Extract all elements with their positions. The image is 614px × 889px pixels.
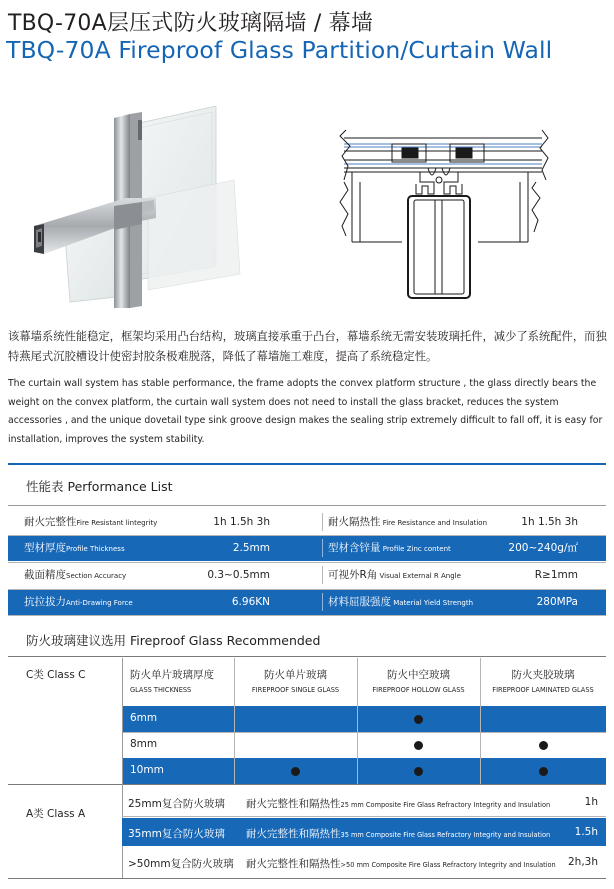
glass-header-en: FIREPROOF SINGLE GLASS <box>251 686 340 694</box>
right-label-cn: 可视外R角 <box>328 569 378 581</box>
description-en: The curtain wall system has stable performance, the frame adopts the convex platform structure , the glass directly bears the weight on the convex platform, the curtain wall system does not need to install the glass bracket, reduces the system accessories , and the unique dovetail type sink groove design makes the sealing strip extremely difficult to fall off, it is easy for installation, improves the system stability. <box>8 378 603 445</box>
performance-separator <box>322 566 323 584</box>
performance-row <box>8 589 606 615</box>
glass-a-perf-en: 35 mm Composite Fire Glass Refractory Integrity and Insulation <box>340 831 551 839</box>
performance-left-label <box>24 535 125 561</box>
glass-header-cn: 防火夹胶玻璃 <box>511 669 575 681</box>
performance-right-value: 280MPa <box>536 596 578 608</box>
performance-left-label <box>24 509 157 535</box>
performance-row-line <box>8 589 606 590</box>
glass-header-cn: 防火单片玻璃 <box>264 669 327 681</box>
glass-bottom-line <box>8 878 606 879</box>
left-label-cn: 耐火完整性 <box>24 516 77 528</box>
glass-thickness: 10mm <box>130 764 164 776</box>
performance-separator <box>322 593 323 611</box>
glass-top-line <box>8 656 606 657</box>
glass-row-bg <box>122 706 606 732</box>
glass-header-cn: 防火单片玻璃厚度 <box>130 669 214 681</box>
glass-a-name: 35mm复合防火玻璃 <box>128 828 225 840</box>
glass-a-perf-cn: 耐火完整性和隔热性 <box>246 858 341 870</box>
glass-a-time: 1.5h <box>574 826 598 838</box>
right-label-cn: 型材含锌量 <box>328 542 381 554</box>
glass-class-divider <box>122 658 123 784</box>
glass-a-perf-cn: 耐火完整性和隔热性 <box>246 798 341 810</box>
performance-separator <box>322 513 323 531</box>
glass-a-perf-cn: 耐火完整性和隔热性 <box>246 828 341 840</box>
performance-right-label <box>328 562 461 588</box>
performance-row-line <box>8 562 606 563</box>
glass-a-name: >50mm复合防火玻璃 <box>128 858 234 870</box>
page-title-en: TBQ-70A Fireproof Glass Partition/Curtain Wall <box>6 36 553 64</box>
performance-left-value: 1h 1.5h 3h <box>213 516 270 528</box>
performance-left-value: 0.3~0.5mm <box>207 569 270 581</box>
performance-separator <box>322 539 323 557</box>
performance-top-line <box>8 505 606 506</box>
performance-right-value: R≥1mm <box>534 569 578 581</box>
left-label-en: Section Accuracy <box>66 572 127 580</box>
right-label-cn: 材料屈服强度 <box>328 596 391 608</box>
right-label-cn: 耐火隔热性 <box>328 516 381 528</box>
section-divider <box>8 463 606 465</box>
glass-check-dot <box>414 741 423 750</box>
glass-row-line <box>122 732 606 733</box>
glass-title: 防火玻璃建议选用 Fireproof Glass Recommended <box>26 633 321 648</box>
left-label-en: Profile Thickness <box>66 545 125 553</box>
performance-right-label <box>328 535 451 561</box>
glass-check-dot <box>539 767 548 776</box>
glass-a-time: 1h <box>584 796 598 808</box>
left-label-cn: 型材厚度 <box>24 542 66 554</box>
performance-left-label <box>24 562 126 588</box>
performance-row <box>8 535 606 561</box>
glass-check-dot <box>414 767 423 776</box>
glass-thickness: 6mm <box>130 712 158 724</box>
glass-a-perf-en: 25 mm Composite Fire Glass Refractory Integrity and Insulation <box>340 801 551 809</box>
glass-a-performance <box>246 856 556 871</box>
glass-header-en: FIREPROOF HOLLOW GLASS <box>372 686 465 694</box>
glass-row-bg <box>122 758 606 784</box>
description-cn: 该幕墙系统性能稳定，框架均采用凸台结构，玻璃直接承重于凸台，幕墙系统无需安装玻璃托件，减少了系统配件，而独特燕尾式沉胶槽设计使密封胶条极难脱落，降低了幕墙施工难度，提高了系统稳定性。 <box>8 330 607 363</box>
glass-header-en: GLASS THICKNESS <box>130 686 192 694</box>
glass-a-performance <box>246 826 550 841</box>
performance-left-value: 6.96KN <box>231 596 270 608</box>
product-photo <box>30 106 248 308</box>
section-drawing <box>332 122 554 304</box>
class-c-label: C类 Class C <box>26 669 86 681</box>
glass-a-time: 2h,3h <box>567 856 598 868</box>
left-label-en: Anti-Drawing Force <box>66 599 133 607</box>
right-label-en: Material Yield Strength <box>391 599 474 607</box>
performance-right-value: 1h 1.5h 3h <box>521 516 578 528</box>
glass-header-en: FIREPROOF LAMINATED GLASS <box>492 686 594 694</box>
performance-row-line <box>8 535 606 536</box>
performance-title: 性能表 Performance List <box>26 479 173 494</box>
performance-row <box>8 562 606 588</box>
left-label-cn: 抗拉拔力 <box>24 596 66 608</box>
glass-a-perf-en: >50 mm Composite Fire Glass Refractory Integrity and Insulation <box>340 861 556 869</box>
glass-ca-line <box>8 784 606 785</box>
glass-header-cn: 防火中空玻璃 <box>387 669 450 681</box>
performance-left-label <box>24 589 133 615</box>
performance-right-label <box>328 509 487 535</box>
class-a-label: A类 Class A <box>26 808 86 820</box>
right-label-en: Fire Resistance and Insulation <box>380 519 488 527</box>
glass-check-dot <box>291 767 300 776</box>
glass-col-line <box>234 658 235 784</box>
glass-check-dot <box>414 715 423 724</box>
glass-col-line <box>480 658 481 784</box>
page-title-cn: TBQ-70A层压式防火玻璃隔墙 / 幕墙 <box>8 11 374 36</box>
glass-check-dot <box>539 741 548 750</box>
performance-left-value: 2.5mm <box>232 542 270 554</box>
performance-row <box>8 509 606 535</box>
glass-a-row-line <box>122 816 606 817</box>
glass-a-name: 25mm复合防火玻璃 <box>128 798 225 810</box>
performance-row-line <box>8 615 606 616</box>
performance-right-value: 200~240g/㎡ <box>508 542 578 554</box>
glass-a-performance <box>246 796 550 811</box>
glass-thickness: 8mm <box>130 738 158 750</box>
left-label-cn: 截面精度 <box>24 569 66 581</box>
right-label-en: Visual External R Angle <box>377 572 461 580</box>
performance-right-label <box>328 589 473 615</box>
glass-col-line <box>357 658 358 784</box>
left-label-en: Fire Resistant lintegrity <box>76 519 158 527</box>
right-label-en: Profile Zinc content <box>380 545 451 553</box>
